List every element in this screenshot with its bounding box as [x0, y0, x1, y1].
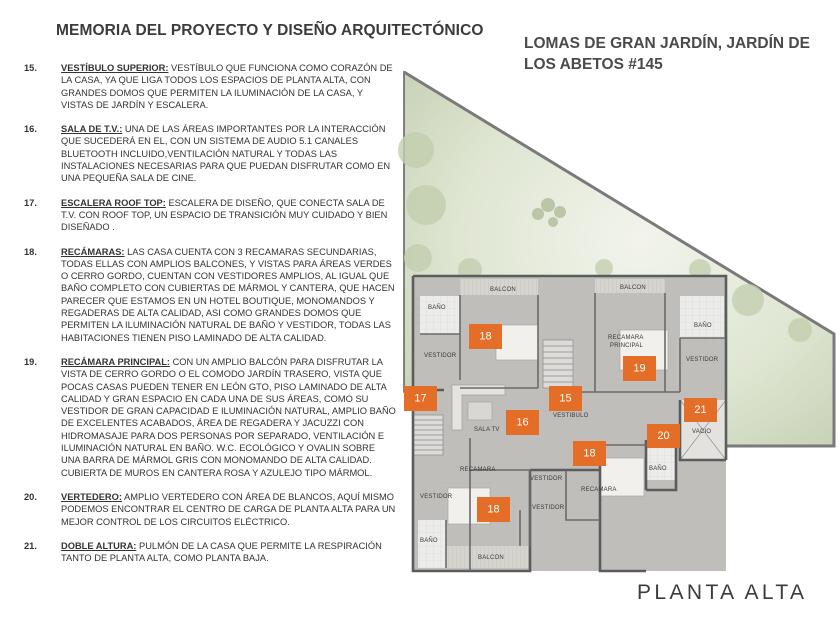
item-description: LAS CASA CUENTA CON 3 RECAMARAS SECUNDARIAS, TODAS ELLAS CON AMPLIOS BALCONES, Y VISTAS PARA ÁREAS VERDES O CERRO GORDO, CUENTAN CON VESTIDORES AMPLIOS, AL IGUAL QUE BAÑO COMPLETO CON CUBIERTAS DE MÁRMOL Y CANTERA, QUE HACEN PARECER QUE ESTAMOS EN UN HOTEL BOUTIQUE, MONOMANDOS Y REGADERAS DE ALTA CALIDAD, ASI COMO GRANDES DOMOS QUE PERMITEN LA ILUMINACIÓN NATURAL DE BAÑO Y VESTIDOR, TODAS LAS HABITACIONES TIENEN PISO LAMINADO DE ALTA CALIDAD. [61, 246, 395, 343]
item-description: PULMÓN DE LA CASA QUE PERMITE LA RESPIRACIÓN TANTO DE PLANTA ALTA, COMO PLANTA BAJA. [61, 540, 382, 564]
item-description: ESCALERA DE DISEÑO, QUE CONECTA SALA DE T.V. CON ROOF TOP, UN ESPACIO DE TRANSICIÓN MUY CUIDADO Y BIEN DISEÑADO . [61, 197, 388, 233]
room-label-vestidor: VESTIDOR [532, 505, 565, 511]
bed [496, 325, 538, 360]
item-number: 21. [24, 540, 37, 551]
item-number: 16. [24, 124, 37, 135]
room-label-vacio: VACIO [692, 429, 712, 435]
item-label: RECÁMARAS: [61, 246, 125, 257]
room-label-recamara: RECAMARA [460, 467, 496, 473]
item-label: VERTEDERO: [61, 491, 122, 502]
item-description: VESTÍBULO QUE FUNCIONA COMO CORAZÓN DE LA CASA, YA QUE LIGA TODOS LOS ESPACIOS DE PLANTA ALTA, CON GRANDES DOMOS QUE PERMITEN LA ILUMINACIÓN DE LA CASA, Y VISTAS DE JARDÍN Y ESCALERA. [61, 63, 393, 110]
room-tag-16 [506, 410, 539, 435]
room-tag-label: 17 [414, 392, 427, 405]
room-label-recamara: RECAMARA [581, 487, 617, 493]
room-label-vestidor: VESTIDOR [424, 353, 457, 359]
item-number: 19. [24, 356, 37, 367]
room-label-balcon: BALCON [490, 287, 516, 293]
room-label-bano: BAÑO [649, 466, 667, 472]
room-tag-18 [469, 324, 502, 349]
item-description: AMPLIO VERTEDERO CON ÁREA DE BLANCOS, AQUÍ MISMO PODEMOS ENCONTRAR EL CENTRO DE CARGA DE PLANTA ALTA PARA UN MEJOR CONTROL DE LOS CIRCUITOS ELÉCTRICO. [61, 491, 396, 527]
floor-label: PLANTA ALTA [637, 581, 808, 604]
document-title: MEMORIA DEL PROYECTO Y DISEÑO ARQUITECTÓNICO [56, 22, 484, 39]
room-tag-19 [623, 356, 656, 381]
item-label: ESCALERA ROOF TOP: [61, 197, 166, 208]
room-label-bano: BAÑO [420, 538, 438, 544]
room-label-balcon: BALCON [478, 555, 504, 561]
building-plan [413, 276, 726, 571]
room-tag-21 [684, 398, 717, 422]
room-label-recamara-principal: PRINCIPAL [610, 343, 644, 349]
room-tag-17 [404, 386, 437, 411]
room-label-vestidor: VESTIDOR [530, 476, 563, 482]
room-tag-18 [477, 497, 510, 522]
room-tag-label: 21 [694, 404, 707, 416]
item-number: 20. [24, 491, 37, 502]
room-tag-label: 20 [657, 430, 670, 442]
item-number: 15. [24, 63, 37, 73]
room-label-bano: BAÑO [694, 323, 712, 329]
room-label-vestidor: VESTIDOR [686, 357, 719, 363]
room-tag-label: 19 [633, 362, 646, 375]
item-label: RECÁMARA PRINCIPAL: [61, 356, 170, 367]
item-label: SALA DE T.V.: [61, 124, 123, 135]
room-tag-label: 18 [583, 447, 596, 460]
staircase [413, 415, 443, 455]
room-label-recamara-principal: RECAMARA [608, 335, 644, 341]
room-tag-20 [647, 424, 680, 448]
item-label: VESTÍBULO SUPERIOR: [61, 63, 169, 73]
room-label-bano: BAÑO [428, 305, 446, 311]
room-tag-label: 15 [559, 392, 572, 405]
project-address: LOMAS DE GRAN JARDÍN, JARDÍN DE LOS ABETOS #145 [524, 35, 810, 73]
room-label-vestidor: VESTIDOR [420, 494, 453, 500]
room-label-vestibulo: VESTIBULO [553, 413, 589, 419]
item-number: 17. [24, 197, 37, 208]
room-label-sala-tv: SALA TV [474, 427, 500, 433]
room-tag-label: 18 [487, 503, 500, 516]
item-label: DOBLE ALTURA: [61, 540, 137, 551]
room-tag-18 [573, 441, 606, 466]
room-label-balcon: BALCON [620, 285, 646, 291]
room-tag-15 [549, 386, 582, 411]
room-tag-label: 18 [479, 330, 492, 343]
item-description: CON UN AMPLIO BALCÓN PARA DISFRUTAR LA VISTA DE CERRO GORDO O EL COMODO JARDÍN TRASERO, VISTA QUE POCAS CASAS PUEDEN TENER EN LEÓN GTO, PISO LAMINADO DE ALTA CALIDAD Y GRAN ESPACIO EN CADA UNA DE SUS ÁREAS, COMO SU VESTIDOR DE GRAN CAPACIDAD E ILUMINACIÓN NATURAL, AMPLIO BAÑO DE EXCELENTES ACABADOS, ÁREA DE REGADERA Y JACUZZI CON HIDROMASAJE PARA DOS PERSONAS POR SEPARADO, VENTILACIÓN E ILUMINACIÓN NATURAL EN BAÑO. W.C. ECOLÓGICO Y OVALIN SOBRE UNA BARRA DE MÁRMOL GRIS CON MONOMANDO DE ALTA CALIDAD. CUBIERTA DE MUROS EN CANTERA ROSA Y AZULEJO TIPO MÁRMOL. [61, 356, 396, 478]
room-tag-label: 16 [516, 416, 529, 429]
item-description: UNA DE LAS ÁREAS IMPORTANTES POR LA INTERACCIÓN QUE SUCEDERÁ EN EL, CON UN SISTEMA DE AUDIO 5.1 CANALES BLUETOOTH INCLUIDO,VENTILACIÓN NATURAL Y TODAS LAS INSTALACIONES NECESARIAS PARA QUE PUEDAN DISFRUTAR COMO EN UNA PEQUEÑA SALA DE CINE. [61, 124, 391, 184]
item-number: 18. [24, 246, 37, 257]
